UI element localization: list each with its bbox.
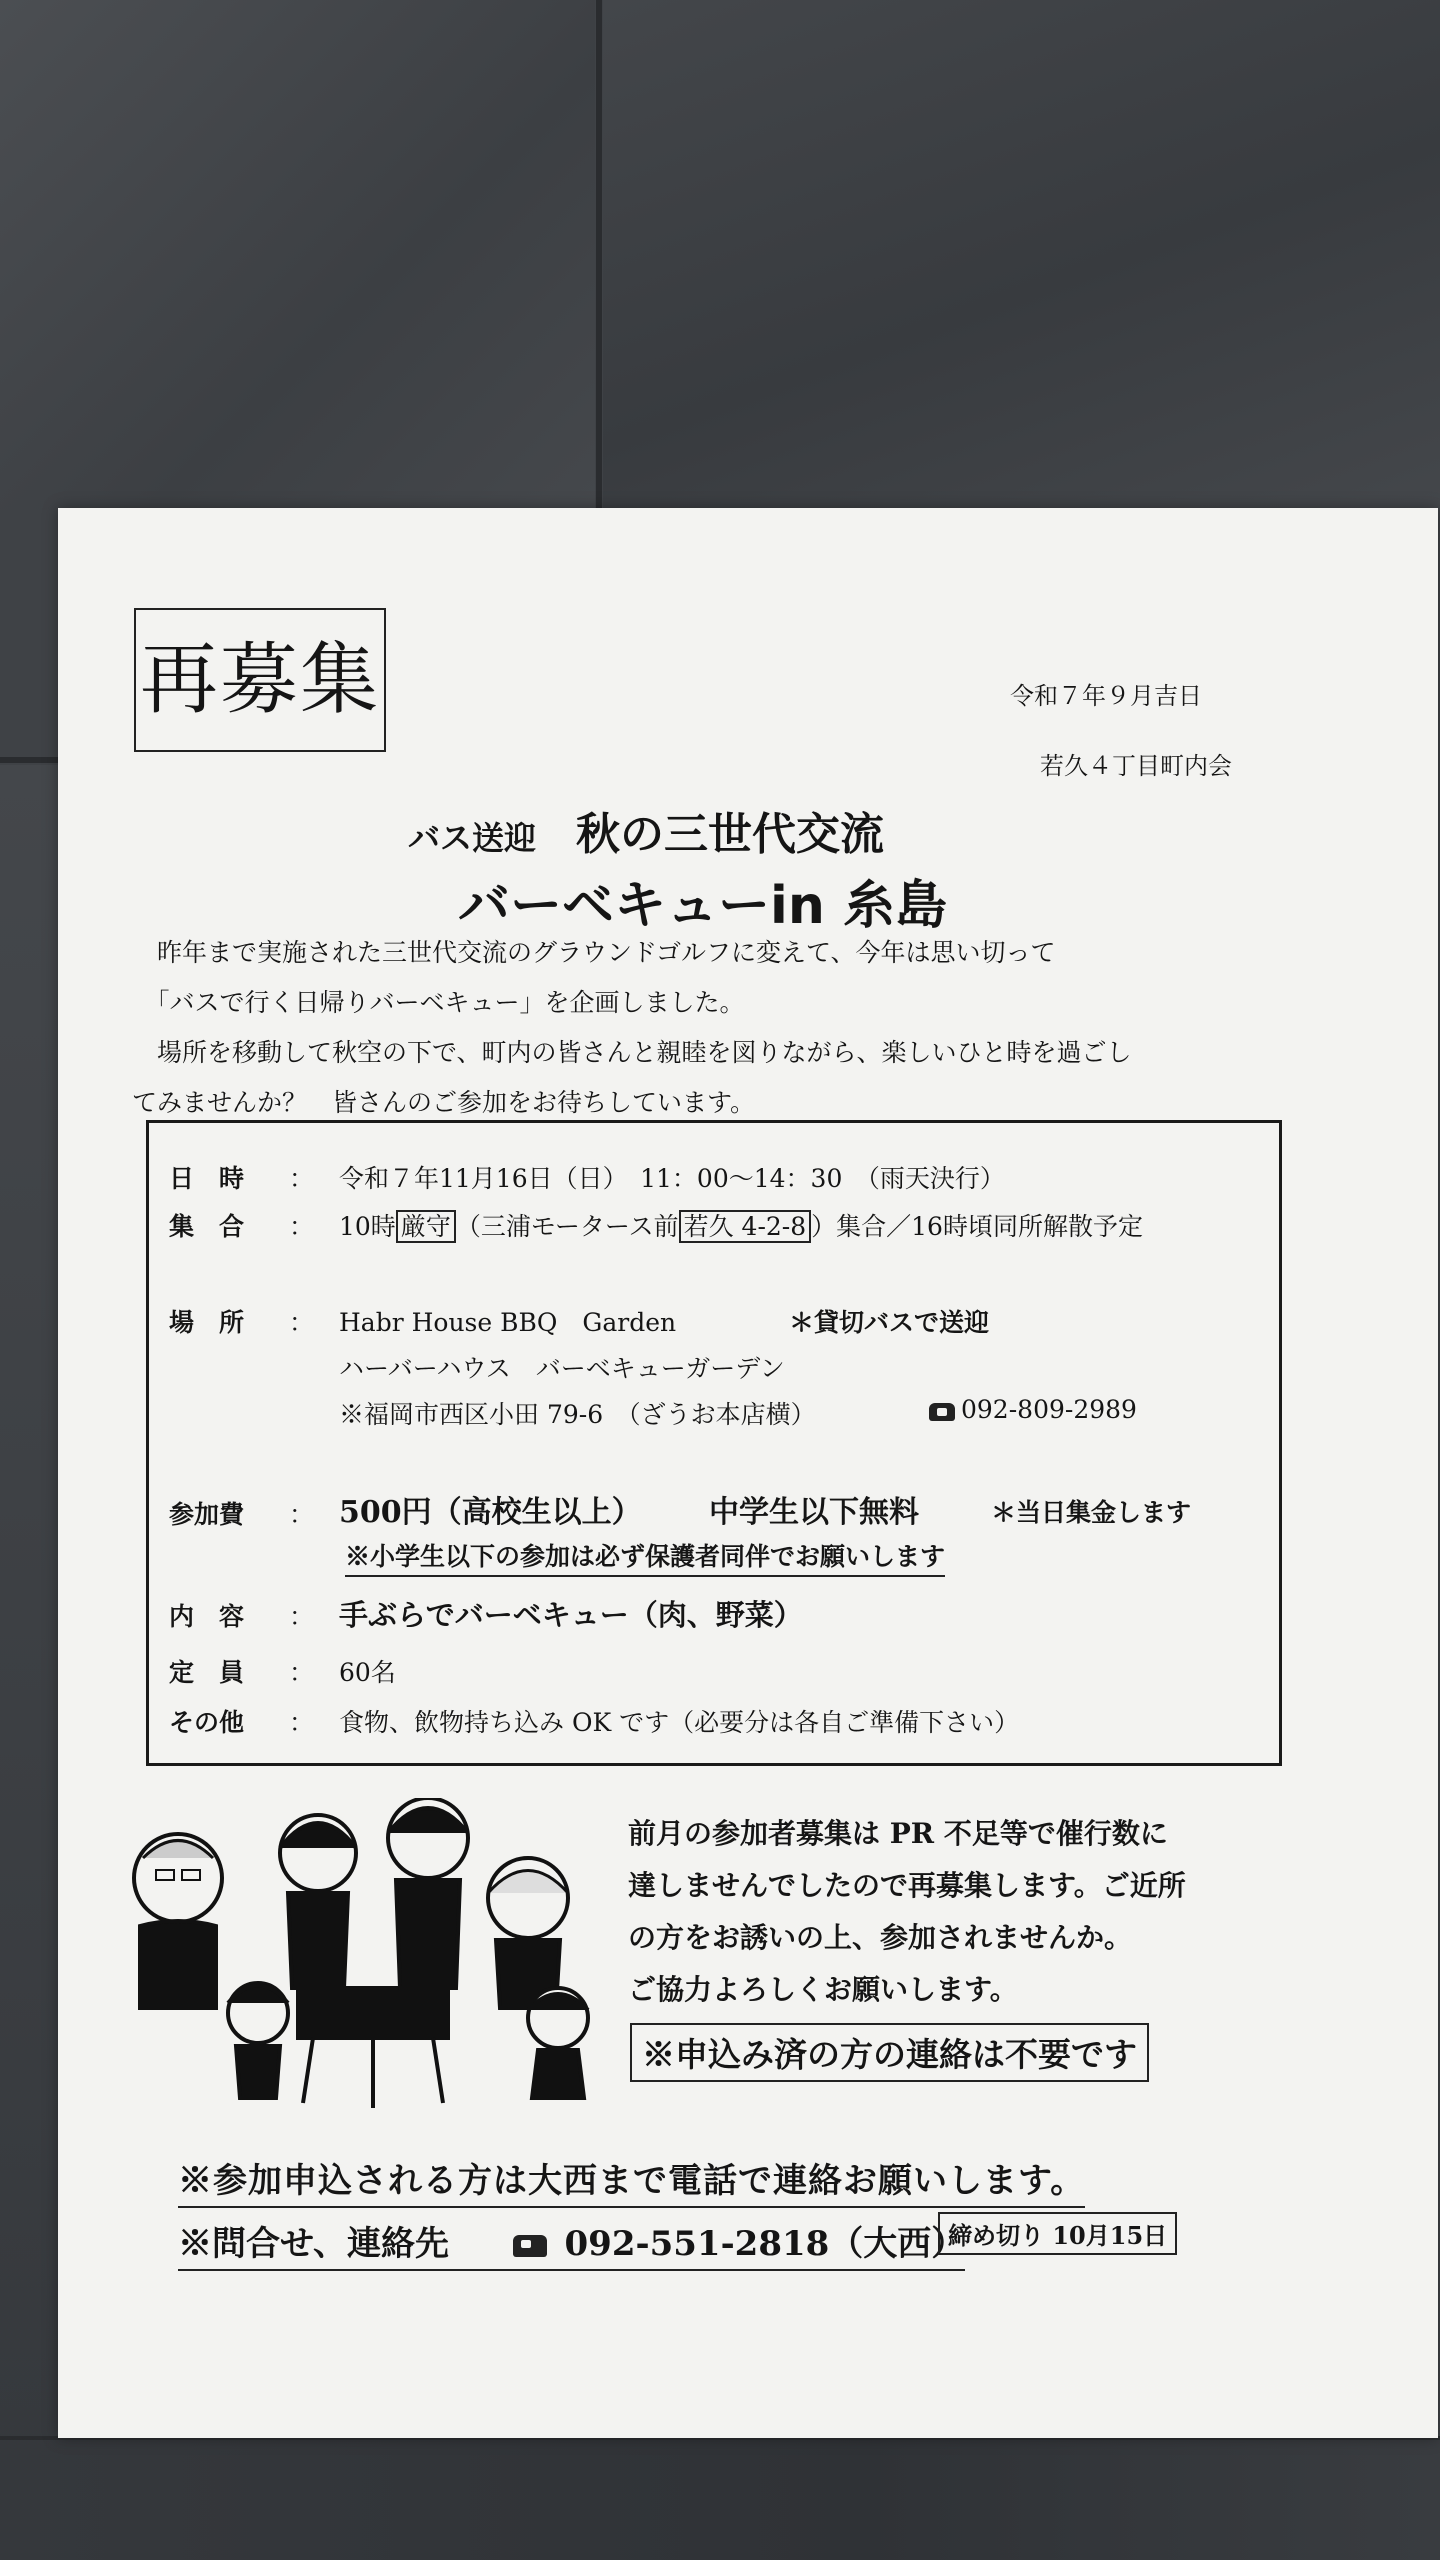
datetime-value: 令和７年11月16日（日） 11：00～14：30 （雨天決行） bbox=[339, 1164, 1005, 1193]
other-value: 食物、飲物持ち込み OK です（必要分は各自ご準備下さい） bbox=[339, 1708, 1020, 1737]
recruit-again-stamp: 再募集 bbox=[134, 608, 386, 752]
apply-instruction: ※参加申込される方は大西まで電話で連絡お願いします。 bbox=[178, 2153, 1085, 2208]
meeting-address: 若久 4-2-8 bbox=[679, 1210, 812, 1243]
place-name-kana: ハーバーハウス バーベキューガーデン bbox=[339, 1354, 785, 1383]
intro-paragraph bbox=[132, 928, 1312, 1128]
message-line: 達しませんでしたので再募集します。ご近所 bbox=[628, 1869, 1186, 1902]
deadline-badge: 締め切り 10月15日 bbox=[938, 2212, 1177, 2255]
intro-line: てみませんか？ 皆さんのご参加をお待ちしています。 bbox=[132, 1088, 756, 1117]
capacity-label: 定 員 bbox=[169, 1658, 245, 1687]
fee-collect-note: ＊当日集金します bbox=[991, 1498, 1192, 1527]
colon: ： bbox=[289, 1212, 315, 1241]
floor-tile bbox=[0, 2440, 1440, 2560]
colon: ： bbox=[289, 1708, 315, 1737]
intro-line: 昨年まで実施された三世代交流のグラウンドゴルフに変えて、今年は思い切って bbox=[157, 938, 1056, 967]
strict-badge: 厳守 bbox=[396, 1210, 456, 1243]
meeting-value: 10時 厳守 （三浦モータース前 若久 4-2-8 ）集合／16時頃同所解散予定 bbox=[339, 1212, 1143, 1241]
place-address: ※福岡市西区小田 79-6 （ざうお本店横） bbox=[339, 1400, 816, 1429]
bbq-family-illustration bbox=[98, 1798, 618, 2128]
event-title-line1 bbox=[408, 798, 884, 862]
colon: ： bbox=[289, 1164, 315, 1193]
message-line: ご協力よろしくお願いします。 bbox=[628, 1973, 1018, 2006]
already-applied-note: ※申込み済の方の連絡は不要です bbox=[630, 2023, 1149, 2082]
colon: ： bbox=[289, 1308, 315, 1337]
content-label: 内 容 bbox=[169, 1602, 245, 1631]
issue-date: 令和７年９月吉日 bbox=[1010, 682, 1202, 710]
fee-label: 参加費 bbox=[169, 1500, 245, 1529]
guardian-note: ※小学生以下の参加は必ず保護者同伴でお願いします bbox=[345, 1537, 945, 1577]
meeting-label: 集 合 bbox=[169, 1212, 245, 1241]
event-title-line2: バーベキューin 糸島 bbox=[458, 876, 947, 936]
fee-child: 中学生以下無料 bbox=[709, 1495, 919, 1530]
place-name-en: Habr House BBQ Garden bbox=[339, 1308, 677, 1337]
tile-seam bbox=[596, 0, 602, 520]
floor-tile bbox=[603, 0, 1440, 510]
place-phone: 092-809-2989 bbox=[929, 1395, 1137, 1424]
colon: ： bbox=[289, 1602, 315, 1631]
phone-icon bbox=[929, 1403, 955, 1421]
flyer-sheet bbox=[58, 508, 1438, 2438]
contact-line bbox=[178, 2216, 965, 2271]
contact-label: ※問合せ、連絡先 bbox=[178, 2224, 449, 2264]
message-line: の方をお誘いの上、参加されませんか。 bbox=[628, 1921, 1133, 1954]
phone-icon bbox=[513, 2235, 547, 2257]
content-value: 手ぶらでバーベキュー（肉、野菜） bbox=[339, 1598, 803, 1632]
message-line: 前月の参加者募集は PR 不足等で催行数に bbox=[628, 1817, 1168, 1850]
place-label: 場 所 bbox=[169, 1308, 245, 1337]
intro-line: 「バスで行く日帰りバーベキュー」を企画しました。 bbox=[144, 988, 745, 1017]
fee-adult: 500円（高校生以上） bbox=[339, 1495, 642, 1530]
intro-line: 場所を移動して秋空の下で、町内の皆さんと親睦を図りながら、楽しいひと時を過ごし bbox=[157, 1038, 1132, 1067]
contact-phone: 092-551-2818（大西） bbox=[564, 2224, 966, 2264]
organization-name: 若久４丁目町内会 bbox=[1040, 752, 1232, 780]
bus-note: ＊貸切バスで送迎 bbox=[789, 1308, 990, 1337]
other-label: その他 bbox=[169, 1708, 245, 1737]
colon: ： bbox=[289, 1658, 315, 1687]
floor-tile bbox=[0, 0, 595, 510]
title-prefix: バス送迎 bbox=[408, 819, 537, 857]
colon: ： bbox=[289, 1500, 315, 1529]
event-details-box bbox=[146, 1120, 1282, 1766]
datetime-label: 日 時 bbox=[169, 1164, 245, 1193]
capacity-value: 60名 bbox=[339, 1658, 396, 1687]
title-main: 秋の三世代交流 bbox=[576, 809, 885, 860]
re-recruit-message bbox=[628, 1808, 1288, 2016]
